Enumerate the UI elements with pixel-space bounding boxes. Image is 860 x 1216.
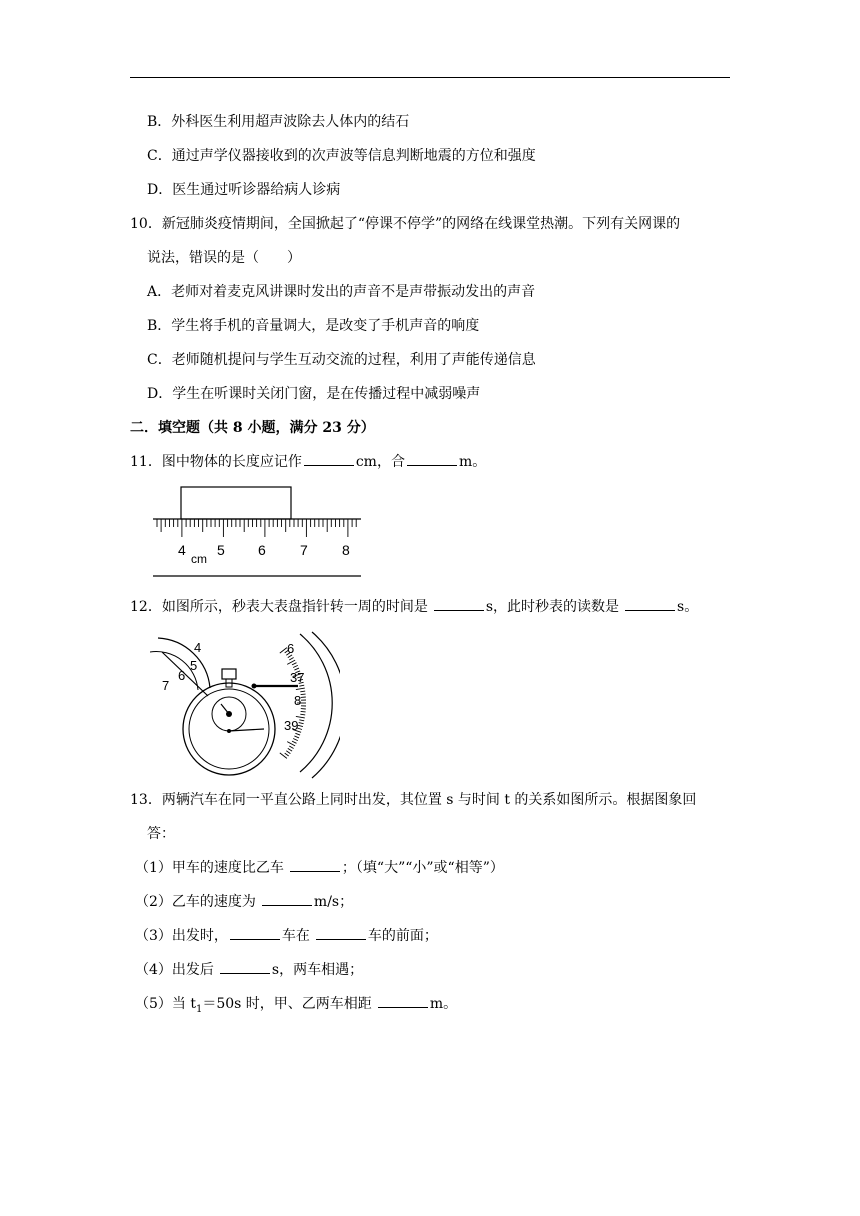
ruler-label-7: 7	[300, 542, 308, 558]
dial-tick	[298, 725, 303, 726]
stopwatch-crown	[222, 669, 236, 679]
ruler-unit: cm	[191, 552, 207, 566]
ruler-label-4: 4	[178, 542, 186, 558]
q13-p1-pre: （1）甲车的速度比乙车	[135, 860, 284, 876]
small-dial-label-5: 5	[190, 658, 198, 673]
large-dial-ticks	[280, 648, 306, 759]
q13-p4-pre: （4）出发后	[135, 962, 214, 978]
dial-tick	[292, 663, 297, 665]
q13-part-3	[135, 926, 438, 946]
ruler-ticks	[157, 519, 356, 537]
q13-p4-post: s，两车相遇；	[271, 962, 364, 978]
answer-blank[interactable]	[262, 893, 312, 906]
dial-tick	[294, 736, 299, 738]
q13-stem-line1: 13．两辆汽车在同一平直公路上同时出发，其位置 s 与时间 t 的关系如图所示。根据图象回	[130, 792, 697, 808]
stopwatch-figure	[150, 630, 340, 780]
q10-stem-line2: 说法，错误的是（ ）	[147, 250, 301, 266]
q12-text-post: s。	[677, 599, 699, 615]
large-dial-label-8: 8	[294, 693, 302, 708]
dial-tick	[289, 658, 293, 661]
large-dial-label-37: 37	[290, 670, 305, 685]
dial-tick	[301, 711, 306, 712]
q13-p2-pre: （2）乙车的速度为	[135, 894, 256, 910]
answer-blank[interactable]	[230, 927, 280, 940]
small-dial-label-6: 6	[178, 668, 186, 683]
answer-blank[interactable]	[407, 453, 457, 466]
answer-blank[interactable]	[316, 927, 366, 940]
measured-object	[181, 487, 291, 519]
q11-text-post: m。	[458, 454, 487, 470]
q10-stem-line1: 10．新冠肺炎疫情期间，全国掀起了“停课不停学”的网络在线课堂热潮。下列有关网课的	[130, 216, 681, 232]
q11-text-mid: cm，合	[355, 454, 405, 470]
q10-option-b: B．学生将手机的音量调大，是改变了手机声音的响度	[147, 318, 480, 334]
answer-blank[interactable]	[290, 859, 340, 872]
ruler-figure	[145, 483, 370, 581]
small-dial-label-7: 7	[162, 678, 170, 693]
section-heading: 二．填空题（共 8 小题，满分 23 分）	[130, 420, 375, 436]
ruler-label-8: 8	[342, 542, 350, 558]
small-dial-label-4: 4	[194, 640, 202, 655]
q13-part-4	[135, 960, 363, 980]
dial-tick	[293, 739, 298, 741]
pointer-dot	[252, 684, 257, 689]
q13-p5-subscript: 1	[195, 1003, 203, 1015]
dial-tick	[286, 751, 290, 754]
q12-question	[130, 597, 698, 617]
answer-blank[interactable]	[220, 961, 270, 974]
q12-text-mid: s，此时秒表的读数是	[485, 599, 620, 615]
q9-option-b: B．外科医生利用超声波除去人体内的结石	[147, 114, 410, 130]
dial-tick	[289, 746, 293, 749]
q9-option-c: C．通过声学仪器接收到的次声波等信息判断地震的方位和强度	[147, 148, 536, 164]
dial-tick	[292, 741, 297, 743]
subdial-hand	[221, 704, 229, 714]
large-dial-outer-arc	[312, 632, 340, 778]
q13-p1-post: ；（填“大”“小”或“相等”）	[341, 860, 504, 876]
dial-tick	[300, 714, 305, 715]
q9-option-d: D．医生通过听诊器给病人诊病	[147, 182, 341, 198]
q11-text-pre: 11．图中物体的长度应记作	[130, 454, 302, 470]
dial-tick	[293, 665, 298, 667]
header-rule	[130, 77, 730, 78]
answer-blank[interactable]	[625, 598, 675, 611]
q13-p5-pre: （5）当 t	[135, 996, 196, 1012]
dial-tick	[299, 720, 304, 721]
large-dial-label-6: 6	[287, 641, 295, 656]
ruler-label-6: 6	[258, 542, 266, 558]
q13-p5-mid: ＝50s 时，甲、乙两车相距	[202, 996, 372, 1012]
q10-option-d: D．学生在听课时关闭门窗，是在传播过程中减弱噪声	[147, 386, 481, 402]
q13-stem-line2: 答：	[147, 826, 175, 842]
q10-option-c: C．老师随机提问与学生互动交流的过程，利用了声能传递信息	[147, 352, 536, 368]
dial-tick	[296, 688, 305, 690]
q13-p2-post: m/s；	[313, 894, 354, 910]
large-dial-label-39: 39	[284, 718, 299, 733]
q13-p5-post: m。	[429, 996, 458, 1012]
answer-blank[interactable]	[378, 995, 428, 1008]
dial-tick	[299, 723, 304, 724]
q13-part-1	[135, 858, 504, 878]
dial-tick	[300, 691, 305, 692]
dial-tick	[295, 733, 300, 735]
answer-blank[interactable]	[434, 598, 484, 611]
q13-p3-mid: 车在	[281, 928, 310, 944]
dial-tick	[288, 748, 292, 751]
q10-option-a: A．老师对着麦克风讲课时发出的声音不是声带振动发出的声音	[147, 284, 536, 300]
answer-blank[interactable]	[304, 453, 354, 466]
q12-text-pre: 12．如图所示，秒表大表盘指针转一周的时间是	[130, 599, 428, 615]
dial-tick	[285, 753, 289, 756]
q13-p3-pre: （3）出发时，	[135, 928, 228, 944]
dial-tick	[299, 685, 304, 686]
ruler-label-5: 5	[217, 542, 225, 558]
q13-p3-post: 车的前面；	[367, 928, 438, 944]
dial-tick	[301, 694, 306, 695]
q13-part-5	[135, 994, 457, 1020]
q11-question	[130, 452, 486, 472]
q13-part-2	[135, 892, 353, 912]
